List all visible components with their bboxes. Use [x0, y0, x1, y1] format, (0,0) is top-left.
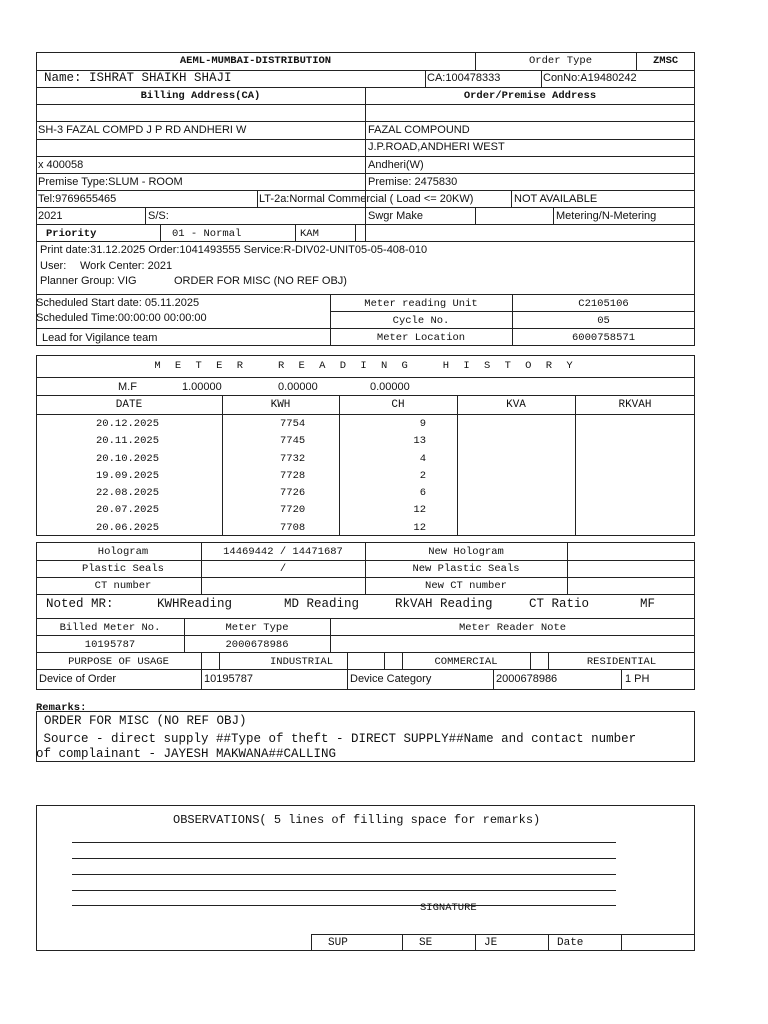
- new-plastic-seals-label: New Plastic Seals: [412, 563, 520, 575]
- planner-group: Planner Group: VIG: [40, 275, 137, 287]
- order-description: ORDER FOR MISC (NO REF OBJ): [174, 275, 347, 287]
- row-2-date: 20.11.2025: [96, 435, 160, 447]
- work-center: Work Center: 2021: [80, 260, 173, 272]
- meter-type-label: Meter Type: [225, 622, 289, 634]
- ct-number-label: CT number: [94, 580, 152, 592]
- plastic-seals-label: Plastic Seals: [82, 563, 164, 575]
- col-header-kva: KVA: [506, 399, 526, 411]
- row-6-ch: 12: [413, 504, 426, 516]
- not-available-label: NOT AVAILABLE: [514, 193, 598, 205]
- row-3-date: 20.10.2025: [96, 453, 160, 465]
- con-number: ConNo:A19480242: [543, 72, 637, 84]
- row-6-date: 20.07.2025: [96, 504, 160, 516]
- scheduled-start-date: Scheduled Start date: 05.11.2025: [36, 297, 200, 309]
- sup-label: SUP: [328, 937, 348, 949]
- hologram-label: Hologram: [97, 546, 149, 558]
- remarks-line-1: ORDER FOR MISC (NO REF OBJ): [44, 714, 247, 728]
- meter-location-value: 6000758571: [571, 332, 635, 344]
- row-6-kwh: 7720: [280, 504, 306, 516]
- order-type-label: Order Type: [529, 55, 593, 67]
- premise-number: Premise: 2475830: [368, 176, 458, 188]
- priority-value: 01 - Normal: [172, 228, 242, 240]
- phase-value: 1 PH: [625, 673, 650, 685]
- rkvah-reading-label: RkVAH Reading: [395, 597, 493, 611]
- meter-reading-unit-value: C2105106: [578, 298, 629, 310]
- observations-title: OBSERVATIONS( 5 lines of filling space for remarks): [173, 813, 541, 827]
- meter-location-label: Meter Location: [376, 332, 466, 344]
- work-center-code: 2021: [38, 210, 63, 222]
- billing-address-line2: x 400058: [38, 159, 84, 171]
- col-header-kwh: KWH: [270, 399, 291, 411]
- row-5-date: 22.08.2025: [96, 487, 160, 499]
- je-label: JE: [484, 937, 498, 949]
- row-3-ch: 4: [419, 453, 426, 465]
- billing-address-label: Billing Address(CA): [140, 90, 261, 102]
- observation-line-2: [72, 858, 616, 859]
- order-type-value: ZMSC: [653, 55, 679, 67]
- observation-line-1: [72, 842, 616, 843]
- premise-address-line1: FAZAL COMPOUND: [368, 124, 470, 136]
- premise-address-line3: Andheri(W): [368, 159, 424, 171]
- mf-reading-label: MF: [640, 597, 656, 611]
- kwh-reading-label: KWHReading: [157, 597, 233, 611]
- tariff-category: LT-2a:Normal Commercial ( Load <= 20KW): [259, 193, 474, 205]
- priority-label: Priority: [46, 228, 97, 240]
- user-label: User:: [40, 260, 67, 272]
- residential-label: RESIDENTIAL: [586, 656, 657, 668]
- noted-mr-label: Noted MR:: [46, 597, 114, 611]
- meter-type-value: 2000678986: [225, 639, 289, 651]
- meter-reader-note-label: Meter Reader Note: [458, 622, 567, 634]
- device-of-order-label: Device of Order: [39, 673, 117, 685]
- industrial-label: INDUSTRIAL: [269, 656, 333, 668]
- billed-meter-value: 10195787: [84, 639, 136, 651]
- remarks-line-2: Source - direct supply ##Type of theft - DIRECT SUPPLY##Name and contact number: [36, 732, 637, 746]
- row-7-kwh: 7708: [280, 522, 306, 534]
- kam-label: KAM: [300, 228, 319, 240]
- row-4-date: 19.09.2025: [96, 470, 160, 482]
- row-1-date: 20.12.2025: [96, 418, 160, 430]
- col-header-rkvah: RKVAH: [618, 399, 652, 411]
- row-1-kwh: 7754: [280, 418, 306, 430]
- md-reading-label: MD Reading: [284, 597, 360, 611]
- print-order-service: Print date:31.12.2025 Order:1041493555 Service:R-DIV02-UNIT05-05-408-010: [40, 244, 428, 256]
- device-of-order-value: 10195787: [204, 673, 253, 685]
- purpose-of-usage-label: PURPOSE OF USAGE: [68, 656, 169, 668]
- remarks-label: Remarks:: [36, 702, 87, 714]
- row-2-kwh: 7745: [280, 435, 306, 447]
- device-category-label: Device Category: [350, 673, 432, 685]
- device-category-value: 2000678986: [496, 673, 558, 685]
- mf-label: M.F: [118, 381, 137, 393]
- remarks-line-3: of complainant - JAYESH MAKWANA##CALLING: [36, 747, 337, 761]
- commercial-label: COMMERCIAL: [434, 656, 498, 668]
- ct-ratio-label: CT Ratio: [529, 597, 590, 611]
- premise-address-label: Order/Premise Address: [463, 90, 597, 102]
- billing-address-line1: SH-3 FAZAL COMPD J P RD ANDHERI W: [38, 124, 247, 136]
- signature-label: SIGNATURE: [420, 902, 477, 914]
- new-ct-number-label: New CT number: [425, 580, 507, 592]
- row-7-ch: 12: [413, 522, 426, 534]
- metering-label: Metering/N-Metering: [556, 210, 657, 222]
- org-name: AEML-MUMBAI-DISTRIBUTION: [179, 55, 332, 67]
- row-3-kwh: 7732: [280, 453, 306, 465]
- telephone: Tel:9769655465: [38, 193, 117, 205]
- mf-value-2: 0.00000: [278, 381, 318, 393]
- cycle-no-label: Cycle No.: [392, 315, 450, 327]
- premise-address-line2: J.P.ROAD,ANDHERI WEST: [368, 141, 505, 153]
- observation-line-3: [72, 874, 616, 875]
- scheduled-time: Scheduled Time:00:00:00 00:00:00: [36, 312, 207, 324]
- history-title: M E T E R R E A D I N G H I S T O R Y: [154, 360, 577, 372]
- plastic-seals-value: /: [279, 563, 287, 575]
- customer-name: Name: ISHRAT SHAIKH SHAJI: [44, 71, 232, 85]
- mf-value-1: 1.00000: [182, 381, 222, 393]
- cycle-no-value: 05: [597, 315, 610, 327]
- new-hologram-label: New Hologram: [428, 546, 504, 558]
- row-7-date: 20.06.2025: [96, 522, 160, 534]
- row-5-kwh: 7726: [280, 487, 306, 499]
- observation-line-4: [72, 890, 616, 891]
- meter-reading-unit-label: Meter reading Unit: [364, 298, 478, 310]
- row-2-ch: 13: [413, 435, 426, 447]
- substation-label: S/S:: [148, 210, 169, 222]
- row-5-ch: 6: [419, 487, 426, 499]
- row-4-ch: 2: [419, 470, 426, 482]
- hologram-value: 14469442 / 14471687: [223, 546, 343, 558]
- observation-line-5: [72, 905, 616, 906]
- vigilance-lead: Lead for Vigilance team: [42, 332, 158, 344]
- date-label: Date: [557, 937, 584, 949]
- premise-type: Premise Type:SLUM - ROOM: [38, 176, 183, 188]
- se-label: SE: [419, 937, 433, 949]
- col-header-ch: CH: [391, 399, 405, 411]
- swgr-make-label: Swgr Make: [368, 210, 424, 222]
- mf-value-3: 0.00000: [370, 381, 410, 393]
- ca-number: CA:100478333: [427, 72, 501, 84]
- billed-meter-label: Billed Meter No.: [59, 622, 161, 634]
- row-1-ch: 9: [419, 418, 426, 430]
- row-4-kwh: 7728: [280, 470, 306, 482]
- col-header-date: DATE: [115, 399, 143, 411]
